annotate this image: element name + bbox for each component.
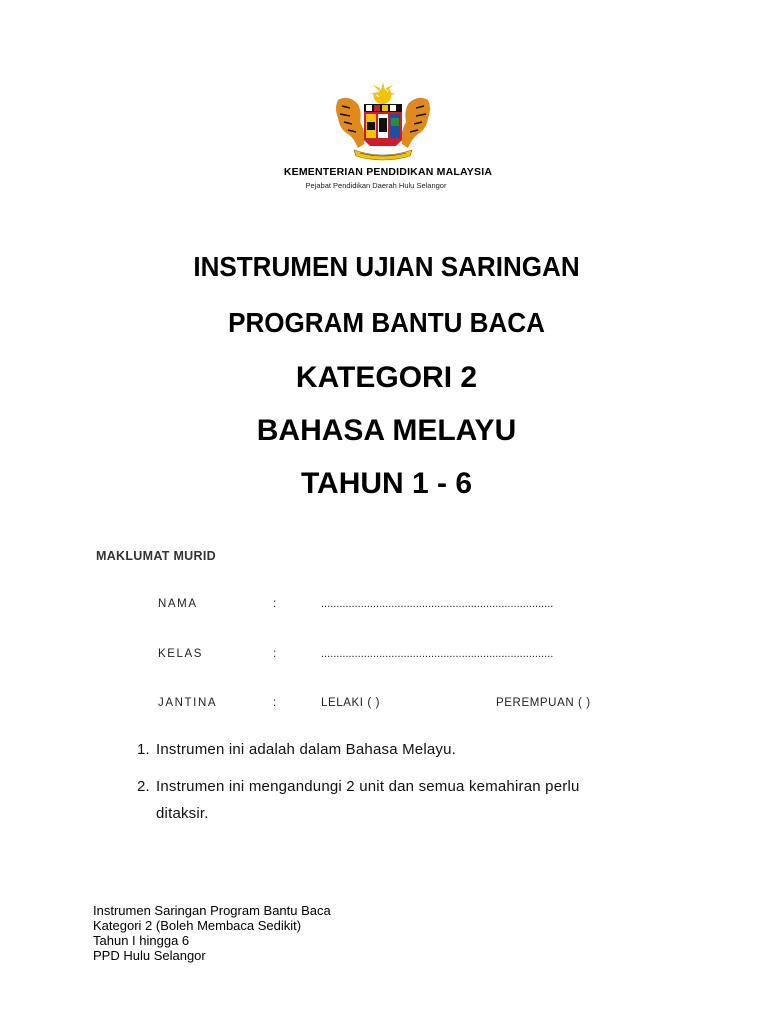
gender-option-male[interactable]: LELAKI ( ) [321,697,381,709]
class-label: KELAS [158,648,204,660]
title-line-3: KATEGORI 2 [295,361,478,394]
instruction-1-number: 1. [137,741,150,758]
ministry-name: KEMENTERIAN PENDIDIKAN MALAYSIA [283,166,493,178]
footer-line-4: PPD Hulu Selangor [93,948,206,963]
instruction-2-text: Instrumen ini mengandungi 2 unit dan semua kemahiran perlu [156,778,580,795]
gender-colon: : [273,697,277,709]
name-label: NAMA [158,598,198,610]
gender-label: JANTINA [158,697,218,709]
coat-of-arms-logo [330,82,436,164]
title-line-2: PROGRAM BANTU BACA [228,307,545,338]
footer-line-1: Instrumen Saringan Program Bantu Baca [93,903,331,918]
instruction-2-continuation: ditaksir. [156,805,209,822]
gender-option-female[interactable]: PEREMPUAN ( ) [496,697,591,709]
title-line-5: TAHUN 1 - 6 [300,467,473,500]
document-footer [93,903,331,963]
footer-line-3: Tahun I hingga 6 [93,933,190,948]
instruction-1-text: Instrumen ini adalah dalam Bahasa Melayu. [156,741,457,758]
instruction-2-number: 2. [137,778,150,795]
ministry-office: Pejabat Pendidikan Daerah Hulu Selangor [305,181,447,190]
title-line-4: BAHASA MELAYU [256,414,517,447]
title-line-1: INSTRUMEN UJIAN SARINGAN [193,251,580,282]
class-colon: : [273,648,277,660]
name-colon: : [273,598,277,610]
class-field[interactable]: ............................................................................ [321,648,554,660]
student-info-heading: MAKLUMAT MURID [96,549,216,563]
footer-line-2: Kategori 2 (Boleh Membaca Sedikit) [93,918,302,933]
name-field[interactable]: ............................................................................ [321,598,554,610]
